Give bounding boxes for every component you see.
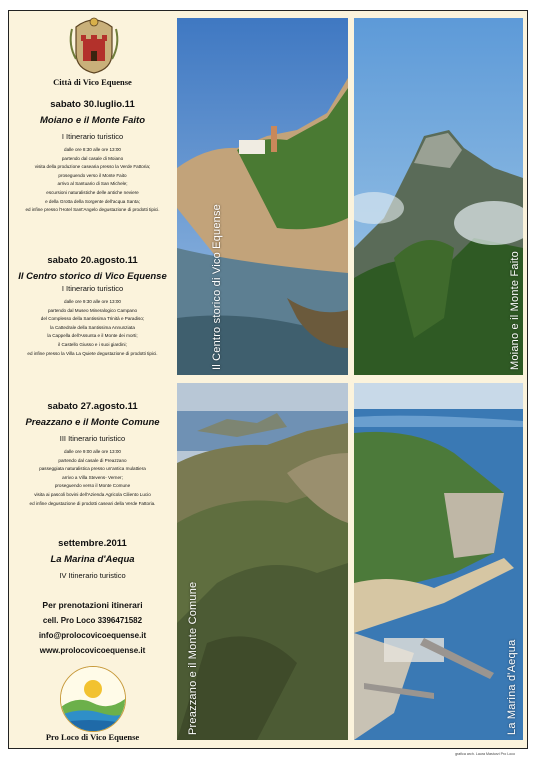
event-line: dalle ore 8:30 alle ore 13:00: [64, 147, 121, 152]
event-line: arrivo a Villa Stevens- Verner;: [62, 474, 123, 480]
mountain-image: [354, 18, 523, 375]
event-line: dalle ore 9:00 alle ore 13:00: [64, 449, 121, 454]
city-crest-icon: [66, 15, 122, 75]
event-line: ed infine degustazione di prodotti caseari della Verde Fattoria.: [29, 500, 156, 506]
event-3: [9, 401, 176, 508]
aerial-hills-image: [177, 383, 348, 740]
event-2: [9, 255, 176, 358]
event-line: passeggiata naturalistica presso un'antica mulattiera: [39, 466, 146, 472]
photo-caption: La Marina d'Aequa: [506, 639, 518, 735]
event-line: partendo dal Museo Mineralogico Campano: [47, 307, 138, 313]
event-line: ed infine presso la Villa La Quiete degustazione di prodotti tipici.: [27, 350, 158, 356]
event-itinerary: III Itinerario turistico: [59, 434, 126, 443]
pro-loco-logo-icon: [61, 667, 125, 731]
event-line: la Cappella dell'Assunta e il Monte dei morti;: [47, 333, 138, 339]
event-line: la Cattedrale della Santissima Annunziata: [50, 324, 135, 330]
booking-info: [9, 598, 176, 658]
event-line: proseguendo verso il Monte Faito: [58, 172, 127, 178]
event-line: escursioni naturalistiche delle antiche neviere: [46, 189, 139, 195]
event-title: Preazzano e il Monte Comune: [25, 417, 160, 428]
event-line: partendo dal casale di Moiano: [61, 155, 124, 161]
pro-loco-name: Pro Loco di Vico Equense: [45, 732, 140, 742]
coast-town-image: [177, 18, 348, 375]
pro-loco-logo: [60, 666, 126, 732]
graphic-credit: grafica arch. Laura Masturzi Pro Loco: [455, 752, 515, 756]
marina-image: [354, 383, 523, 740]
event-itinerary: IV Itinerario turistico: [59, 571, 126, 580]
booking-website[interactable]: www.prolocovicoequense.it: [39, 646, 146, 655]
event-line: e della Grotta della Sorgente dell'acqua Santa;: [45, 198, 140, 204]
event-line: il Castello Giusso e i suoi giardini;: [58, 341, 127, 347]
poster-frame: [8, 10, 528, 756]
event-line: del Complesso della Santissima Trinità e Paradiso;: [40, 316, 145, 322]
photo-monte-faito: [354, 18, 523, 375]
photo-centro-storico: [177, 18, 348, 375]
event-line: visita ai pascoli bovini dell'Azienda Agricola Ciliento Lucio: [34, 491, 151, 497]
event-date: sabato 27.agosto.11: [47, 401, 138, 412]
event-line: arrivo al Santuario di San Michele;: [57, 181, 128, 187]
photo-caption: Moiano e il Monte Faito: [509, 251, 521, 370]
event-4: [9, 538, 176, 585]
photo-caption: Il Centro storico di Vico Equense: [211, 204, 223, 370]
event-itinerary: I Itinerario turistico: [61, 132, 124, 141]
event-line: visita della produzione casearia presso la Verde Fattoria;: [34, 164, 151, 170]
info-column: [9, 11, 176, 748]
event-line: proseguendo verso il Monte Comune: [54, 483, 131, 489]
event-line: dalle ore 9:30 alle ore 13:00: [64, 299, 121, 304]
event-line: ed infine presso l'Hotel Sant'Angelo degustazione di prodotti tipici.: [25, 207, 160, 213]
photo-caption: Preazzano e il Monte Comune: [187, 581, 199, 735]
event-date: settembre.2011: [58, 538, 127, 549]
city-name: Città di Vico Equense: [53, 77, 132, 87]
event-date: sabato 20.agosto.11: [47, 255, 138, 266]
photo-monte-comune: [177, 383, 348, 740]
event-title: La Marina d'Aequa: [50, 554, 135, 565]
event-itinerary: I Itinerario turistico: [61, 284, 124, 293]
event-1: [9, 99, 176, 215]
event-title: Moiano e il Monte Faito: [39, 115, 146, 126]
booking-email[interactable]: info@prolocovicoequense.it: [38, 631, 147, 640]
event-line: partendo dal casale di Preazzano: [58, 457, 127, 463]
event-date: sabato 30.luglio.11: [50, 99, 135, 110]
event-title: Il Centro storico di Vico Equense: [18, 271, 167, 282]
photo-marina-aequa: [354, 383, 523, 740]
booking-phone: cell. Pro Loco 3396471582: [42, 616, 143, 625]
booking-heading: Per prenotazioni itinerari: [42, 600, 143, 610]
